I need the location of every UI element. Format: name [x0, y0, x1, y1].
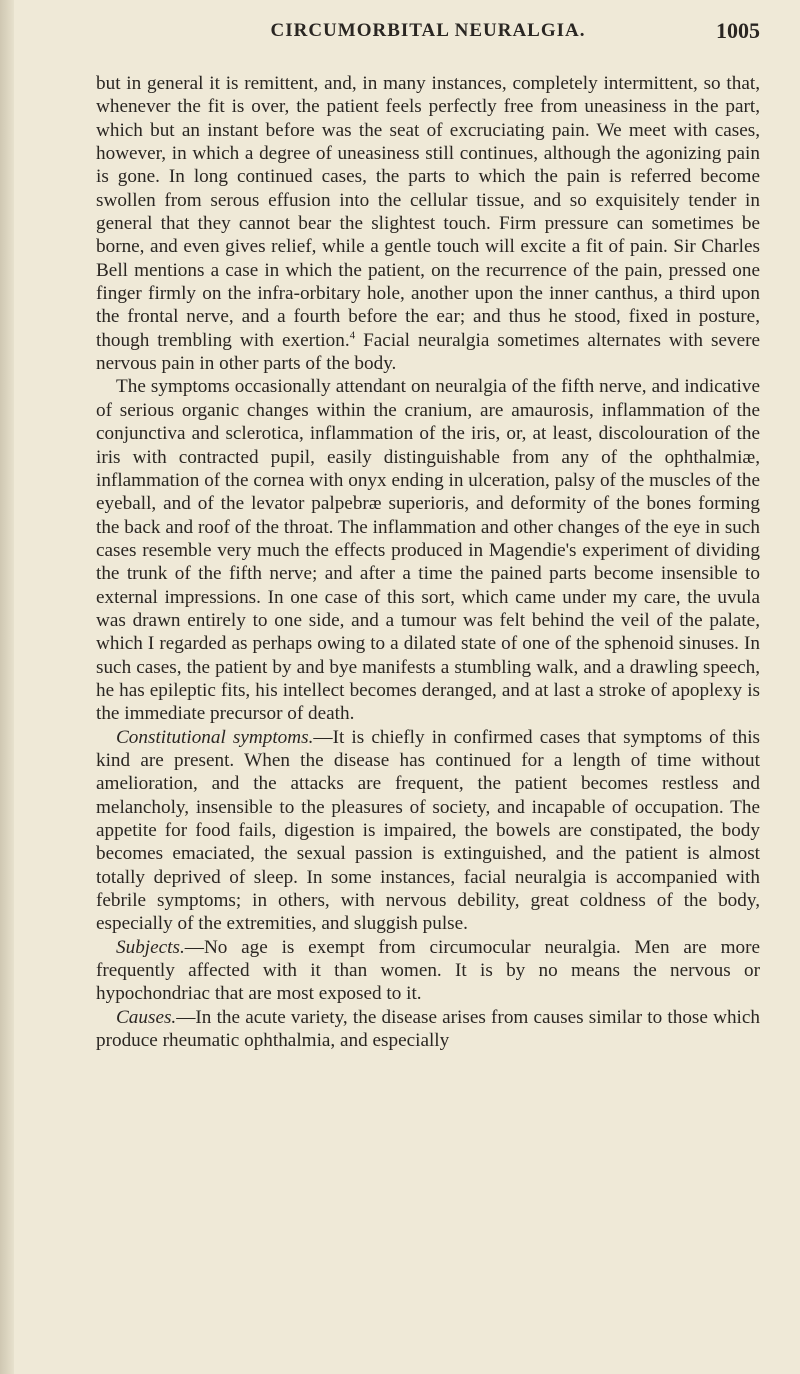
paragraph-text: The symptoms occasionally attendant on neuralgia of the fifth nerve, and indicative of serious organic changes within the cranium, are amaurosis, inflammation of the conjunctiva and sclerotica, inflammation of the iris, or, at least, discolouration of the iris with contracted pupil, easily distinguishable from any of the ophthalmiæ, inflammation of the cornea with onyx ending in ulceration, palsy of the muscles of the eyeball, and of the levator palpebræ superioris, and deformity of the bones forming the back and roof of the throat. The inflammation and other changes of the eye in such cases resemble very much the effects produced in Magendie's experiment of dividing the trunk of the fifth nerve; and after a time the pained parts become insensible to external impressions. In one case of this sort, which came under my care, the uvula was drawn entirely to one side, and a tumour was felt behind the veil of the palate, which I regarded as perhaps owing to a dilated state of one of the sphenoid sinuses. In such cases, the patient by and bye manifests a stumbling walk, and a drawling speech, he has epileptic fits, his intellect becomes deranged, and at last a stroke of apoplexy is the immediate precursor of death.: [96, 376, 760, 725]
running-title: CIRCUMORBITAL NEURALGIA.: [270, 20, 586, 41]
paragraph-text: but in general it is remittent, and, in many instances, completely intermittent, so that, whenever the fit is over, the patient feels perfectly free from uneasiness in the part, which but an instant before was the seat of excruciating pain. We meet with cases, however, in which a degree of uneasiness still continues, although the agonizing pain is gone. In long continued cases, the parts to which the pain is referred become swollen from serous effusion into the cellular tissue, and so exquisitely tender in general that they cannot bear the slightest touch. Firm pressure can sometimes be borne, and even gives relief, while a gentle touch will excite a fit of pain. Sir Charles Bell mentions a case in which the patient, on the recurrence of the pain, pressed one finger firmly on the infra-orbitary hole, another upon the inner canthus, a third upon the frontal nerve, and a fourth before the ear; and thus he stood, fixed in posture, though trembling with exertion.: [96, 73, 760, 351]
paragraph-subjects: [96, 936, 760, 1006]
footnote-marker: 4: [349, 329, 356, 342]
page-spine-shadow: [0, 0, 14, 1374]
paragraph-text: —In the acute variety, the disease arises from causes similar to those which produce rheumatic ophthalmia, and especially: [96, 1006, 760, 1052]
paragraph-symptoms: [96, 375, 760, 725]
body-text: [96, 72, 760, 1052]
section-heading: Subjects.: [116, 936, 185, 958]
section-heading: Constitutional symptoms.: [116, 726, 314, 748]
page-number: 1005: [716, 18, 760, 43]
section-heading: Causes.: [116, 1006, 177, 1028]
paragraph-continuation: [96, 72, 760, 375]
paragraph-text: —It is chiefly in confirmed cases that symptoms of this kind are present. When the disease has continued for a length of time without amelioration, and the attacks are frequent, the patient becomes restless and melancholy, insensible to the pleasures of society, and incapable of occupation. The appetite for food fails, digestion is impaired, the bowels are constipated, the body becomes emaciated, the sexual passion is extinguished, and the patient is almost totally deprived of sleep. In some instances, facial neuralgia is accompanied with febrile symptoms; in others, with nervous debility, great coldness of the body, especially of the extremities, and sluggish pulse.: [96, 726, 760, 935]
paragraph-constitutional-symptoms: [96, 726, 760, 936]
paragraph-text: Facial neuralgia sometimes alternates with severe nervous pain in other parts of the body.: [96, 329, 760, 375]
paragraph-causes: [96, 1006, 760, 1053]
page-header: [96, 14, 760, 54]
book-page: [96, 14, 760, 1052]
paragraph-text: —No age is exempt from circumocular neuralgia. Men are more frequently affected with it than women. It is by no means the nervous or hypochondriac that are most exposed to it.: [96, 936, 760, 1005]
